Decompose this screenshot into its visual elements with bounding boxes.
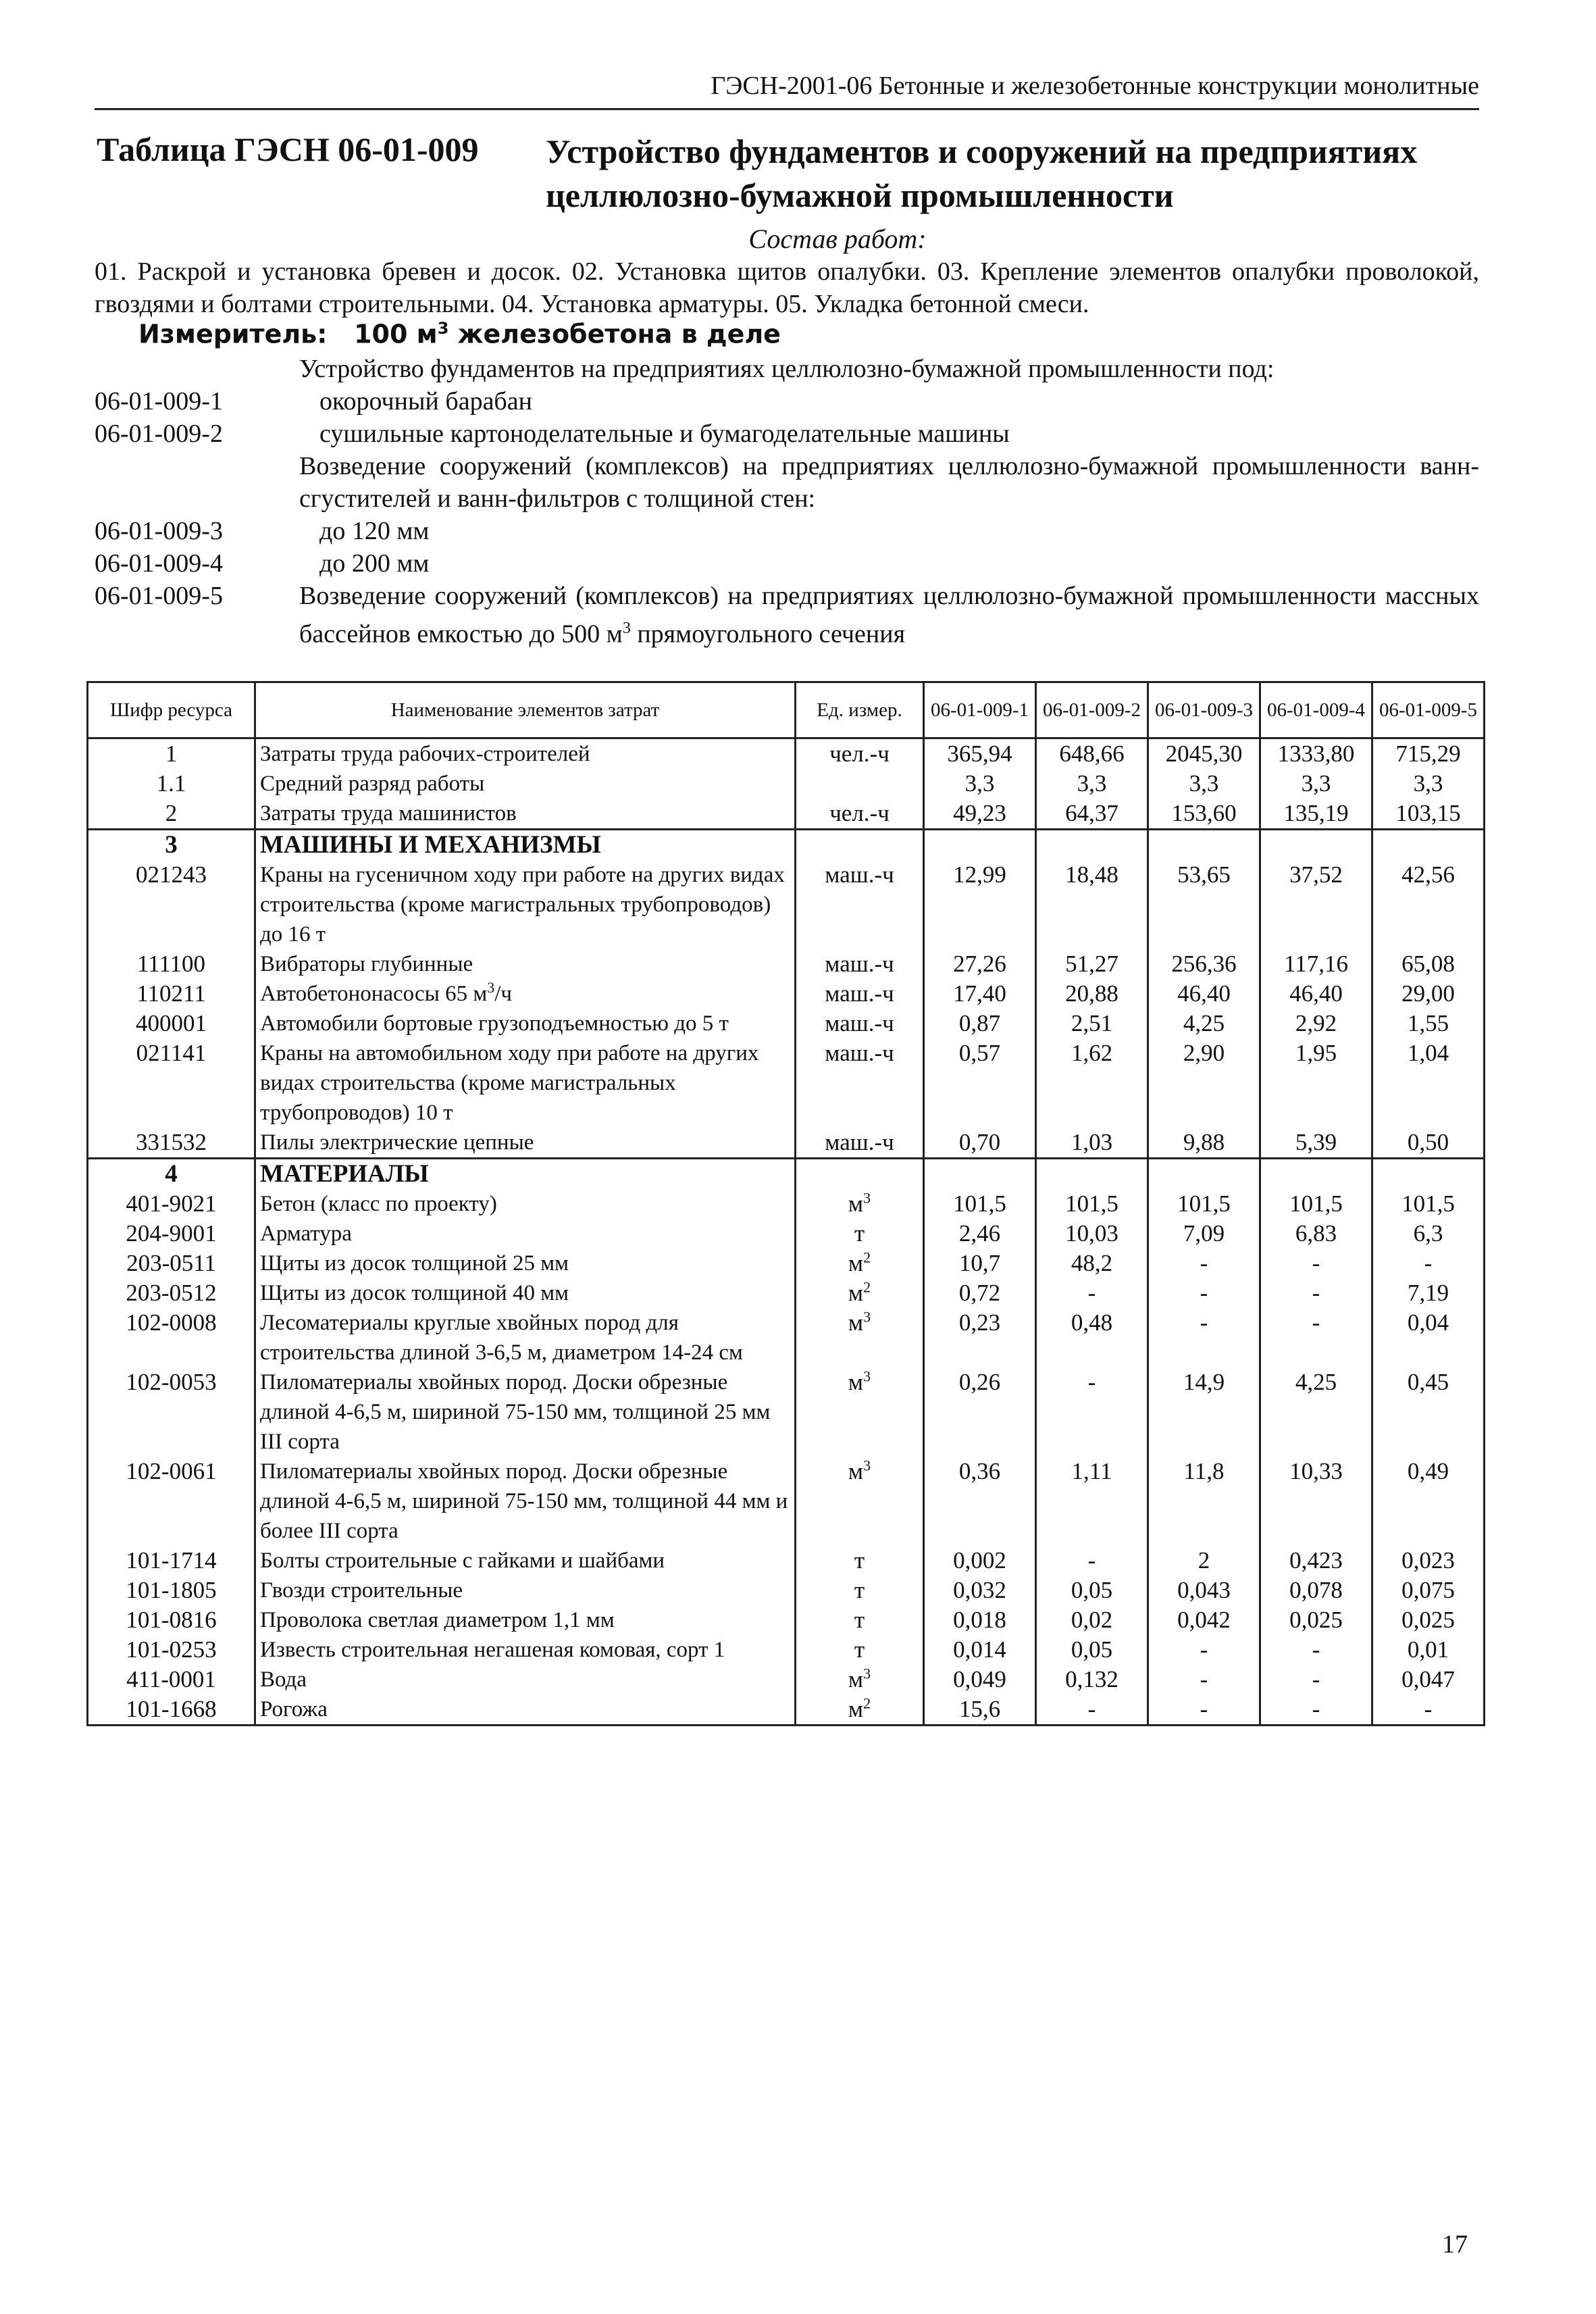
norm-value: 9,88 <box>1148 1128 1260 1159</box>
norm-value: - <box>1260 1635 1372 1665</box>
table-row <box>88 1635 1485 1665</box>
table-body <box>88 738 1485 1726</box>
norm-value: 51,27 <box>1036 949 1148 979</box>
cost-element-name: Вибраторы глубинные <box>255 949 796 979</box>
norm-value: 2 <box>1148 1546 1260 1576</box>
norm-value: 0,57 <box>924 1038 1036 1128</box>
norm-value: 0,049 <box>924 1665 1036 1694</box>
cost-element-name: Пилы электрические цепные <box>255 1128 796 1159</box>
cost-element-name: Арматура <box>255 1219 796 1249</box>
unit-text: м <box>848 1696 864 1722</box>
norm-value: 2,90 <box>1148 1038 1260 1128</box>
table-title: Устройство фундаментов и сооружений на предприятиях целлюлозно-бумажной промышленности <box>546 132 1418 214</box>
position-text: до 120 мм <box>319 517 430 545</box>
unit-of-measure: маш.-ч <box>796 1009 924 1038</box>
norm-value: 10,33 <box>1260 1457 1372 1546</box>
norm-value <box>1036 830 1148 861</box>
norm-value: 27,26 <box>924 949 1036 979</box>
unit-of-measure: т <box>796 1635 924 1665</box>
norm-value: 103,15 <box>1372 799 1485 830</box>
column-header-position: 06-01-009-3 <box>1148 682 1260 738</box>
norm-value: 0,043 <box>1148 1576 1260 1605</box>
norm-value: 0,04 <box>1372 1308 1485 1367</box>
table-row <box>88 1278 1485 1308</box>
norm-value: 29,00 <box>1372 979 1485 1009</box>
column-header-position: 06-01-009-2 <box>1036 682 1148 738</box>
norm-value: - <box>1260 1665 1372 1694</box>
position-text: сушильные картоноделательные и бумагоделательные машины <box>319 420 1010 448</box>
norm-value: - <box>1036 1278 1148 1308</box>
norm-value: 256,36 <box>1148 949 1260 979</box>
norm-value: - <box>1372 1249 1485 1278</box>
norm-value <box>1260 1159 1372 1190</box>
norm-value: 3,3 <box>1260 769 1372 799</box>
norm-value: 0,423 <box>1260 1546 1372 1576</box>
work-composition-text: 01. Раскрой и установка бревен и досок. 02. Установка щитов опалубки. 03. Крепление элементов опалубки проволокой, гвоздями и болтами строительными. 04. Установка арматуры. 05. Укладка бетонной смеси. <box>95 257 1479 318</box>
unit-of-measure <box>796 1308 924 1367</box>
name-text: Автобетононасосы 65 м <box>260 982 488 1006</box>
cost-element-name: Рогожа <box>255 1694 796 1726</box>
norm-value: 3,3 <box>1372 769 1485 799</box>
norm-value <box>1148 1159 1260 1190</box>
table-row <box>88 1189 1485 1219</box>
norm-value: 1,55 <box>1372 1009 1485 1038</box>
resource-code: 101-0816 <box>88 1605 255 1635</box>
cost-element-name: Болты строительные с гайками и шайбами <box>255 1546 796 1576</box>
work-composition-heading: Состав работ: <box>748 224 927 254</box>
table-row <box>88 979 1485 1009</box>
norm-value: 2,51 <box>1036 1009 1148 1038</box>
table-row <box>88 1605 1485 1635</box>
unit-of-measure: маш.-ч <box>796 1128 924 1159</box>
norm-value: 2,92 <box>1260 1009 1372 1038</box>
unit-of-measure: т <box>796 1546 924 1576</box>
table-row <box>88 769 1485 799</box>
norm-value: 3,3 <box>1148 769 1260 799</box>
norm-value: 4,25 <box>1148 1009 1260 1038</box>
resource-code: 101-0253 <box>88 1635 255 1665</box>
norm-value: 0,023 <box>1372 1546 1485 1576</box>
cost-element-name: Затраты труда рабочих-строителей <box>255 738 796 770</box>
unit-of-measure <box>796 830 924 861</box>
norm-value: - <box>1148 1278 1260 1308</box>
resource-code: 203-0511 <box>88 1249 255 1278</box>
norm-value: 1,11 <box>1036 1457 1148 1546</box>
norm-value <box>1372 1159 1485 1190</box>
norm-value: 6,83 <box>1260 1219 1372 1249</box>
norm-value: 365,94 <box>924 738 1036 770</box>
resource-code: 2 <box>88 799 255 830</box>
table-row <box>88 1367 1485 1457</box>
position-exponent: 3 <box>622 620 631 637</box>
norm-value: 0,01 <box>1372 1635 1485 1665</box>
resource-code: 331532 <box>88 1128 255 1159</box>
cost-element-name: Краны на автомобильном ходу при работе на других видах строительства (кроме магистральных трубопроводов) 10 т <box>255 1038 796 1128</box>
norm-value: 14,9 <box>1148 1367 1260 1457</box>
unit-exponent: 3 <box>863 1665 871 1682</box>
norm-value: 101,5 <box>1036 1189 1148 1219</box>
norm-value: 101,5 <box>1148 1189 1260 1219</box>
norm-value: 1333,80 <box>1260 738 1372 770</box>
name-exponent: 3 <box>487 979 495 996</box>
unit-of-measure <box>796 1249 924 1278</box>
norm-value: 0,014 <box>924 1635 1036 1665</box>
norm-value: 0,075 <box>1372 1576 1485 1605</box>
cost-element-name: Пиломатериалы хвойных пород. Доски обрезные длиной 4-6,5 м, шириной 75-150 мм, толщиной 44 мм и более III сорта <box>255 1457 796 1546</box>
norm-value: 153,60 <box>1148 799 1260 830</box>
norm-value: 0,36 <box>924 1457 1036 1546</box>
meter-line <box>138 319 781 349</box>
norm-value: 0,72 <box>924 1278 1036 1308</box>
norm-value: - <box>1148 1249 1260 1278</box>
table-row <box>88 830 1485 861</box>
meter-amount: 100 м <box>354 319 438 349</box>
norm-value: 17,40 <box>924 979 1036 1009</box>
meter-label: Измеритель: <box>138 319 328 349</box>
cost-element-name: Бетон (класс по проекту) <box>255 1189 796 1219</box>
unit-text: м <box>848 1666 864 1692</box>
table-row <box>88 1249 1485 1278</box>
unit-of-measure <box>796 1159 924 1190</box>
meter-unit: железобетона в деле <box>457 319 781 349</box>
unit-of-measure: маш.-ч <box>796 860 924 949</box>
table-row <box>88 1546 1485 1576</box>
table-row <box>88 1159 1485 1190</box>
cost-element-name <box>255 979 796 1009</box>
norm-value: 0,45 <box>1372 1367 1485 1457</box>
resource-code: 401-9021 <box>88 1189 255 1219</box>
resource-code: 203-0512 <box>88 1278 255 1308</box>
norm-value: 15,6 <box>924 1694 1036 1726</box>
cost-element-name: Средний разряд работы <box>255 769 796 799</box>
position-code: 06-01-009-5 <box>95 582 223 610</box>
running-head: ГЭСН-2001-06 Бетонные и железобетонные конструкции монолитные <box>711 72 1479 100</box>
norm-value: 0,078 <box>1260 1576 1372 1605</box>
norm-value: 0,26 <box>924 1367 1036 1457</box>
norm-value: 101,5 <box>1260 1189 1372 1219</box>
column-header-name: Наименование элементов затрат <box>255 682 796 738</box>
cost-element-name: Краны на гусеничном ходу при работе на других видах строительства (кроме магистральных трубопроводов) до 16 т <box>255 860 796 949</box>
norm-value: 20,88 <box>1036 979 1148 1009</box>
position-text-part: Возведение сооружений (комплексов) на предприятиях целлюлозно-бумажной промышленности массных бассейнов емкостью до 500 м <box>299 582 1479 649</box>
table-row <box>88 799 1485 830</box>
norm-value: 11,8 <box>1148 1457 1260 1546</box>
table-row <box>88 1457 1485 1546</box>
unit-of-measure: маш.-ч <box>796 979 924 1009</box>
norm-value: 0,23 <box>924 1308 1036 1367</box>
column-header-position: 06-01-009-5 <box>1372 682 1485 738</box>
column-header-code: Шифр ресурса <box>88 682 255 738</box>
unit-of-measure: чел.-ч <box>796 799 924 830</box>
unit-exponent: 2 <box>863 1694 871 1712</box>
unit-of-measure: т <box>796 1576 924 1605</box>
cost-element-name: Щиты из досок толщиной 40 мм <box>255 1278 796 1308</box>
table-row <box>88 1128 1485 1159</box>
resource-code: 101-1805 <box>88 1576 255 1605</box>
cost-element-name: Затраты труда машинистов <box>255 799 796 830</box>
position-code: 06-01-009-2 <box>95 420 223 448</box>
norm-value: - <box>1148 1665 1260 1694</box>
unit-of-measure <box>796 1457 924 1546</box>
resource-code: 101-1714 <box>88 1546 255 1576</box>
header-rule <box>95 108 1479 110</box>
norm-value: 0,132 <box>1036 1665 1148 1694</box>
resource-code: 021243 <box>88 860 255 949</box>
table-row <box>88 1576 1485 1605</box>
norm-value: 1,62 <box>1036 1038 1148 1128</box>
table-row <box>88 1308 1485 1367</box>
norm-value <box>1148 830 1260 861</box>
cost-element-name: МАШИНЫ И МЕХАНИЗМЫ <box>255 830 796 861</box>
resource-code: 4 <box>88 1159 255 1190</box>
norm-value: 135,19 <box>1260 799 1372 830</box>
norm-value: 4,25 <box>1260 1367 1372 1457</box>
norm-value: 2045,30 <box>1148 738 1260 770</box>
position-text: окорочный барабан <box>319 387 532 416</box>
resource-code: 1 <box>88 738 255 770</box>
norm-value: 0,70 <box>924 1128 1036 1159</box>
unit-of-measure <box>796 1189 924 1219</box>
norm-value: 42,56 <box>1372 860 1485 949</box>
resource-code: 102-0053 <box>88 1367 255 1457</box>
cost-element-name: МАТЕРИАЛЫ <box>255 1159 796 1190</box>
norm-value <box>1260 830 1372 861</box>
norm-value: 0,025 <box>1372 1605 1485 1635</box>
unit-exponent: 2 <box>863 1249 871 1266</box>
resource-code: 110211 <box>88 979 255 1009</box>
unit-of-measure <box>796 1367 924 1457</box>
norm-value: 101,5 <box>924 1189 1036 1219</box>
norm-value: 1,03 <box>1036 1128 1148 1159</box>
norm-value: 2,46 <box>924 1219 1036 1249</box>
position-text: до 200 мм <box>319 549 430 578</box>
unit-text: м <box>848 1250 864 1276</box>
norm-value: 0,05 <box>1036 1576 1148 1605</box>
table-row <box>88 949 1485 979</box>
norm-value: 1,95 <box>1260 1038 1372 1128</box>
resource-code: 411-0001 <box>88 1665 255 1694</box>
norm-value: 12,99 <box>924 860 1036 949</box>
unit-exponent: 3 <box>863 1308 871 1326</box>
norm-value: - <box>1260 1278 1372 1308</box>
unit-of-measure: т <box>796 1605 924 1635</box>
norm-value: 48,2 <box>1036 1249 1148 1278</box>
unit-of-measure <box>796 1665 924 1694</box>
norm-value <box>1372 830 1485 861</box>
resource-code: 1.1 <box>88 769 255 799</box>
resource-code: 102-0061 <box>88 1457 255 1546</box>
unit-of-measure <box>796 1694 924 1726</box>
norm-value: 53,65 <box>1148 860 1260 949</box>
unit-of-measure: т <box>796 1219 924 1249</box>
group2-heading: Возведение сооружений (комплексов) на предприятиях целлюлозно-бумажной промышленности ванн-сгустителей и ванн-фильтров с толщиной стен: <box>299 452 1479 513</box>
cost-element-name: Щиты из досок толщиной 25 мм <box>255 1249 796 1278</box>
norm-value: 0,032 <box>924 1576 1036 1605</box>
norm-value <box>924 830 1036 861</box>
norm-value: - <box>1036 1694 1148 1726</box>
position-code: 06-01-009-3 <box>95 517 223 545</box>
norm-value: - <box>1148 1694 1260 1726</box>
norm-value: 1,04 <box>1372 1038 1485 1128</box>
meter-exponent: 3 <box>437 319 449 338</box>
unit-text: м <box>848 1458 864 1484</box>
unit-of-measure: маш.-ч <box>796 949 924 979</box>
table-row <box>88 1009 1485 1038</box>
norm-value: 0,48 <box>1036 1308 1148 1367</box>
norm-value: - <box>1260 1249 1372 1278</box>
cost-element-name: Вода <box>255 1665 796 1694</box>
norm-value: 715,29 <box>1372 738 1485 770</box>
table-label: Таблица ГЭСН 06-01-009 <box>97 130 479 168</box>
resource-code: 111100 <box>88 949 255 979</box>
norm-value: 6,3 <box>1372 1219 1485 1249</box>
unit-of-measure: маш.-ч <box>796 1038 924 1128</box>
norm-value: 65,08 <box>1372 949 1485 979</box>
cost-element-name: Лесоматериалы круглые хвойных пород для строительства длиной 3-6,5 м, диаметром 14-24 см <box>255 1308 796 1367</box>
norm-value: 117,16 <box>1260 949 1372 979</box>
norm-value: 0,002 <box>924 1546 1036 1576</box>
norm-value: 0,018 <box>924 1605 1036 1635</box>
unit-of-measure <box>796 769 924 799</box>
norm-value: 101,5 <box>1372 1189 1485 1219</box>
norm-value <box>1036 1159 1148 1190</box>
resource-code: 021141 <box>88 1038 255 1128</box>
unit-of-measure: чел.-ч <box>796 738 924 770</box>
norm-value: 18,48 <box>1036 860 1148 949</box>
unit-exponent: 3 <box>863 1367 871 1385</box>
unit-text: м <box>848 1309 864 1336</box>
norm-value: 0,025 <box>1260 1605 1372 1635</box>
column-header-unit: Ед. измер. <box>796 682 924 738</box>
name-text-tail: /ч <box>494 982 512 1006</box>
norm-value: 0,87 <box>924 1009 1036 1038</box>
position-code: 06-01-009-1 <box>95 387 223 416</box>
norm-value: - <box>1372 1694 1485 1726</box>
norm-value: 46,40 <box>1148 979 1260 1009</box>
resource-code: 101-1668 <box>88 1694 255 1726</box>
column-header-position: 06-01-009-4 <box>1260 682 1372 738</box>
table-row <box>88 1694 1485 1726</box>
norm-value: 0,05 <box>1036 1635 1148 1665</box>
resource-code: 102-0008 <box>88 1308 255 1367</box>
norm-value: 49,23 <box>924 799 1036 830</box>
table-row <box>88 1219 1485 1249</box>
position-text <box>299 580 1479 651</box>
norm-value: - <box>1260 1308 1372 1367</box>
unit-exponent: 3 <box>863 1189 871 1207</box>
cost-element-name: Автомобили бортовые грузоподъемностью до 5 т <box>255 1009 796 1038</box>
norm-value: 37,52 <box>1260 860 1372 949</box>
norm-value: 10,7 <box>924 1249 1036 1278</box>
norm-value: 10,03 <box>1036 1219 1148 1249</box>
norm-value: 64,37 <box>1036 799 1148 830</box>
table-row <box>88 1665 1485 1694</box>
norm-value: - <box>1148 1635 1260 1665</box>
page-number: 17 <box>1442 2230 1468 2259</box>
norm-value: 46,40 <box>1260 979 1372 1009</box>
unit-of-measure <box>796 1278 924 1308</box>
norm-value: 7,19 <box>1372 1278 1485 1308</box>
group1-heading: Устройство фундаментов на предприятиях целлюлозно-бумажной промышленности под: <box>299 355 1275 383</box>
resource-code: 400001 <box>88 1009 255 1038</box>
unit-text: м <box>848 1280 864 1306</box>
norm-value: 0,02 <box>1036 1605 1148 1635</box>
unit-text: м <box>848 1190 864 1217</box>
norm-value: 0,50 <box>1372 1128 1485 1159</box>
cost-element-name: Известь строительная негашеная комовая, сорт 1 <box>255 1635 796 1665</box>
table-row <box>88 738 1485 770</box>
position-text-part: прямоугольного сечения <box>630 620 906 649</box>
resource-code: 204-9001 <box>88 1219 255 1249</box>
norm-value: - <box>1148 1308 1260 1367</box>
table-header-row <box>88 682 1485 738</box>
norm-value: 7,09 <box>1148 1219 1260 1249</box>
cost-element-name: Пиломатериалы хвойных пород. Доски обрезные длиной 4-6,5 м, шириной 75-150 мм, толщиной 25 мм III сорта <box>255 1367 796 1457</box>
table-row <box>88 860 1485 949</box>
norm-value <box>924 1159 1036 1190</box>
norm-value: 3,3 <box>924 769 1036 799</box>
unit-exponent: 3 <box>863 1457 871 1474</box>
resource-table <box>86 681 1485 1726</box>
cost-element-name: Гвозди строительные <box>255 1576 796 1605</box>
norm-value: - <box>1036 1546 1148 1576</box>
column-header-position: 06-01-009-1 <box>924 682 1036 738</box>
norm-value: 0,49 <box>1372 1457 1485 1546</box>
norm-value: 5,39 <box>1260 1128 1372 1159</box>
norm-value: 648,66 <box>1036 738 1148 770</box>
norm-value: 0,042 <box>1148 1605 1260 1635</box>
unit-text: м <box>848 1369 864 1395</box>
norm-value: 3,3 <box>1036 769 1148 799</box>
resource-code: 3 <box>88 830 255 861</box>
norm-value: - <box>1036 1367 1148 1457</box>
cost-element-name: Проволока светлая диаметром 1,1 мм <box>255 1605 796 1635</box>
unit-exponent: 2 <box>863 1278 871 1296</box>
norm-value: 0,047 <box>1372 1665 1485 1694</box>
norm-value: - <box>1260 1694 1372 1726</box>
table-row <box>88 1038 1485 1128</box>
position-code: 06-01-009-4 <box>95 549 223 578</box>
